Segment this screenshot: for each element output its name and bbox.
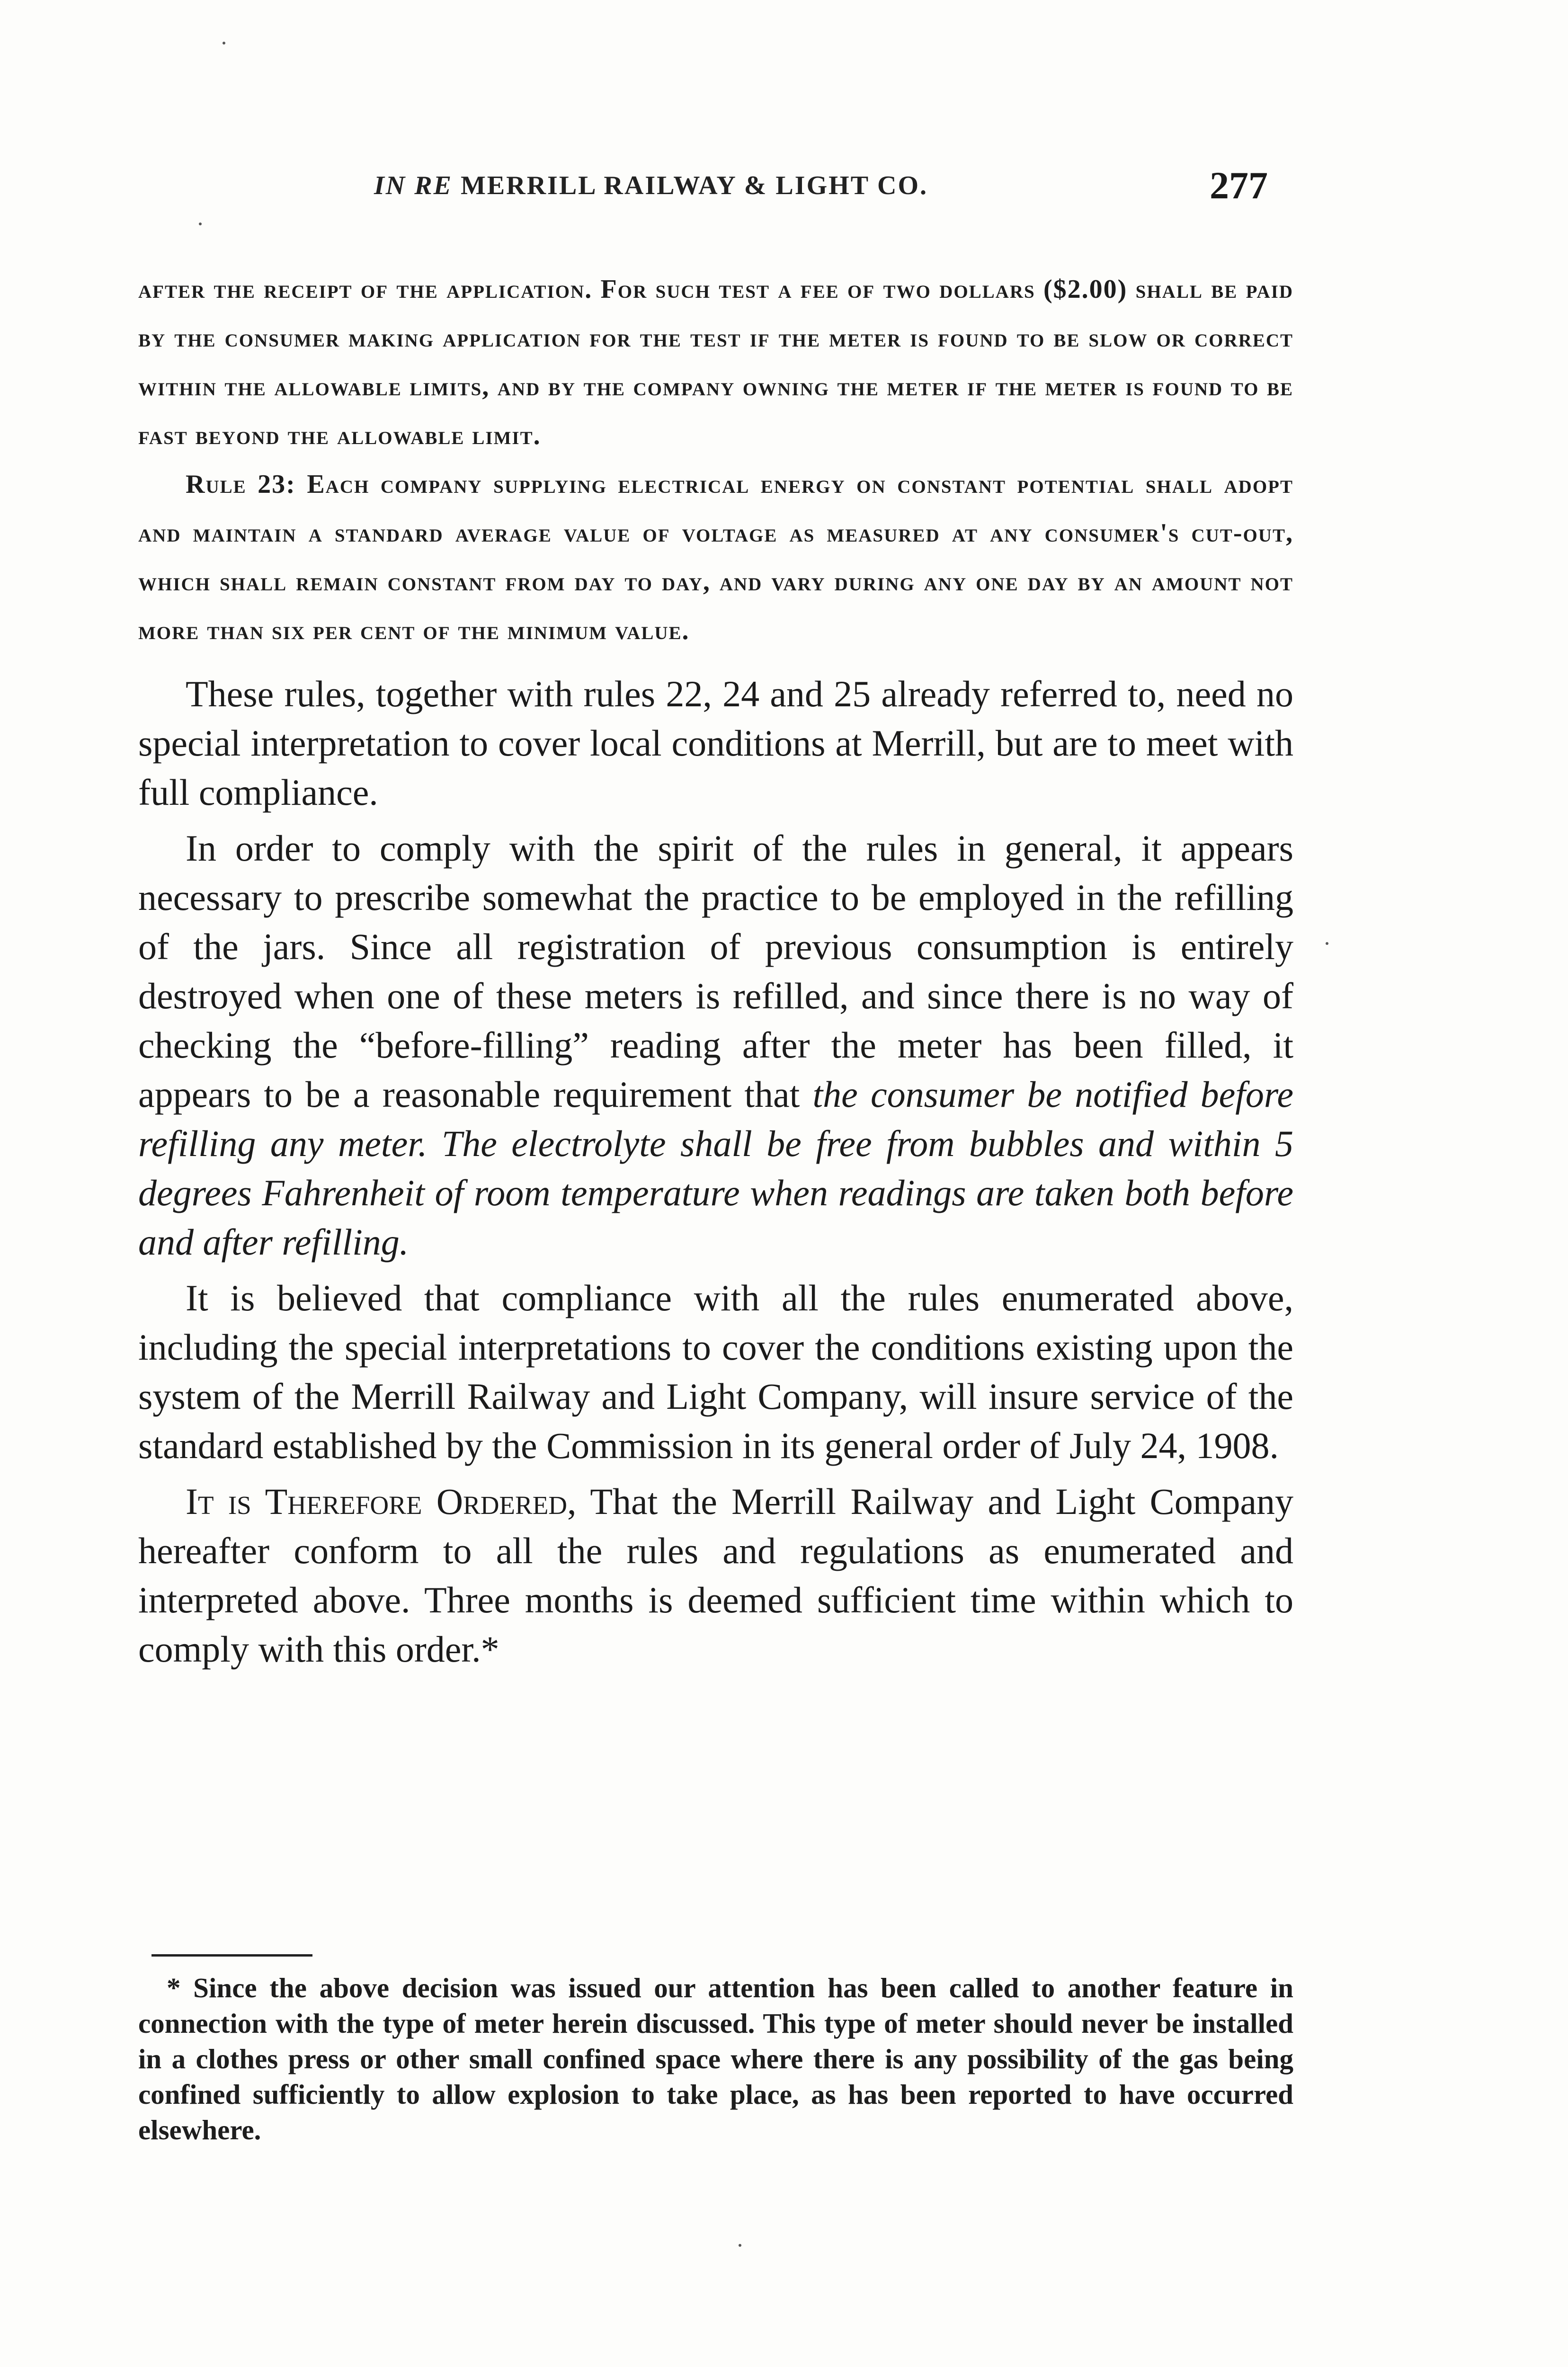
scan-speck <box>199 222 202 225</box>
running-head-title: MERRILL RAILWAY & LIGHT CO. <box>460 171 928 200</box>
page-body <box>138 265 1293 1674</box>
running-head <box>374 170 1056 201</box>
paragraph-service-standard: It is believed that compliance with all the rules enumerated above, including the special interpretations to cover the conditions existing upon the system of the Merrill Railway and Light Company, will insure service of the standard established by the Commission in its general order of July 24, 1908. <box>138 1277 1293 1466</box>
order-lead: It is Therefore Ordered, <box>186 1481 577 1522</box>
footnote: * Since the above decision was issued our attention has been called to another feature in connection with the type of meter herein discussed. This type of meter should never be installed in a clothes press or other small confined space where there is any possibility of the gas being confined sufficiently to allow explosion to take place, as has been reported to have occurred elsewhere. <box>138 1972 1293 2145</box>
order-text: That the Merrill Railway and Light Company hereafter conform to all the rules and regulations as enumerated and interpreted above. Three months is deemed sufficient time within which to comply with this order.* <box>138 1481 1293 1670</box>
scan-speck <box>739 2244 741 2247</box>
paragraph-refilling-practice <box>138 824 1293 1267</box>
rule-23: Rule 23: Each company supplying electrical energy on constant potential shall adopt and maintain a standard average value of voltage as measured at any consumer's cut-out, which shall remain constant from day to day, and vary during any one day by an amount not more than six per cent of the minimum value. <box>138 470 1293 645</box>
paragraph-refilling-text: In order to comply with the spirit of the rules in general, it appears necessary to prescribe somewhat the practice to be employed in the refilling of the jars. Since all registration of previous consumption is entirely destroyed when one of these meters is refilled, and since there is no way of checking the “before-filling” reading after the meter has been filled, it appears to be a reasonable requirement that <box>138 828 1293 1115</box>
rule-22-continuation: after the receipt of the application. For such test a fee of two dollars ($2.00) shall be paid by the consumer making application for the test if the meter is found to be slow or correct within the allowable limits, and by the company owning the meter if the meter is found to be fast beyond the allowable limit. <box>138 275 1293 450</box>
running-head-prefix: IN RE <box>374 171 453 200</box>
paragraph-order <box>138 1477 1293 1674</box>
footnote-divider <box>151 1954 312 1957</box>
page-number: 277 <box>1210 164 1268 207</box>
scan-speck <box>1326 942 1328 945</box>
scan-speck <box>223 42 225 44</box>
paragraph-rules-compliance: These rules, together with rules 22, 24 and 25 already referred to, need no special interpretation to cover local conditions at Merrill, but are to meet with full compliance. <box>138 673 1293 813</box>
paragraph-refilling-requirement: the consumer be notified before refilling any meter. The electrolyte shall be free from bubbles and within 5 degrees Fahrenheit of room temperature when readings are taken both before and after refilling. <box>138 1074 1294 1263</box>
